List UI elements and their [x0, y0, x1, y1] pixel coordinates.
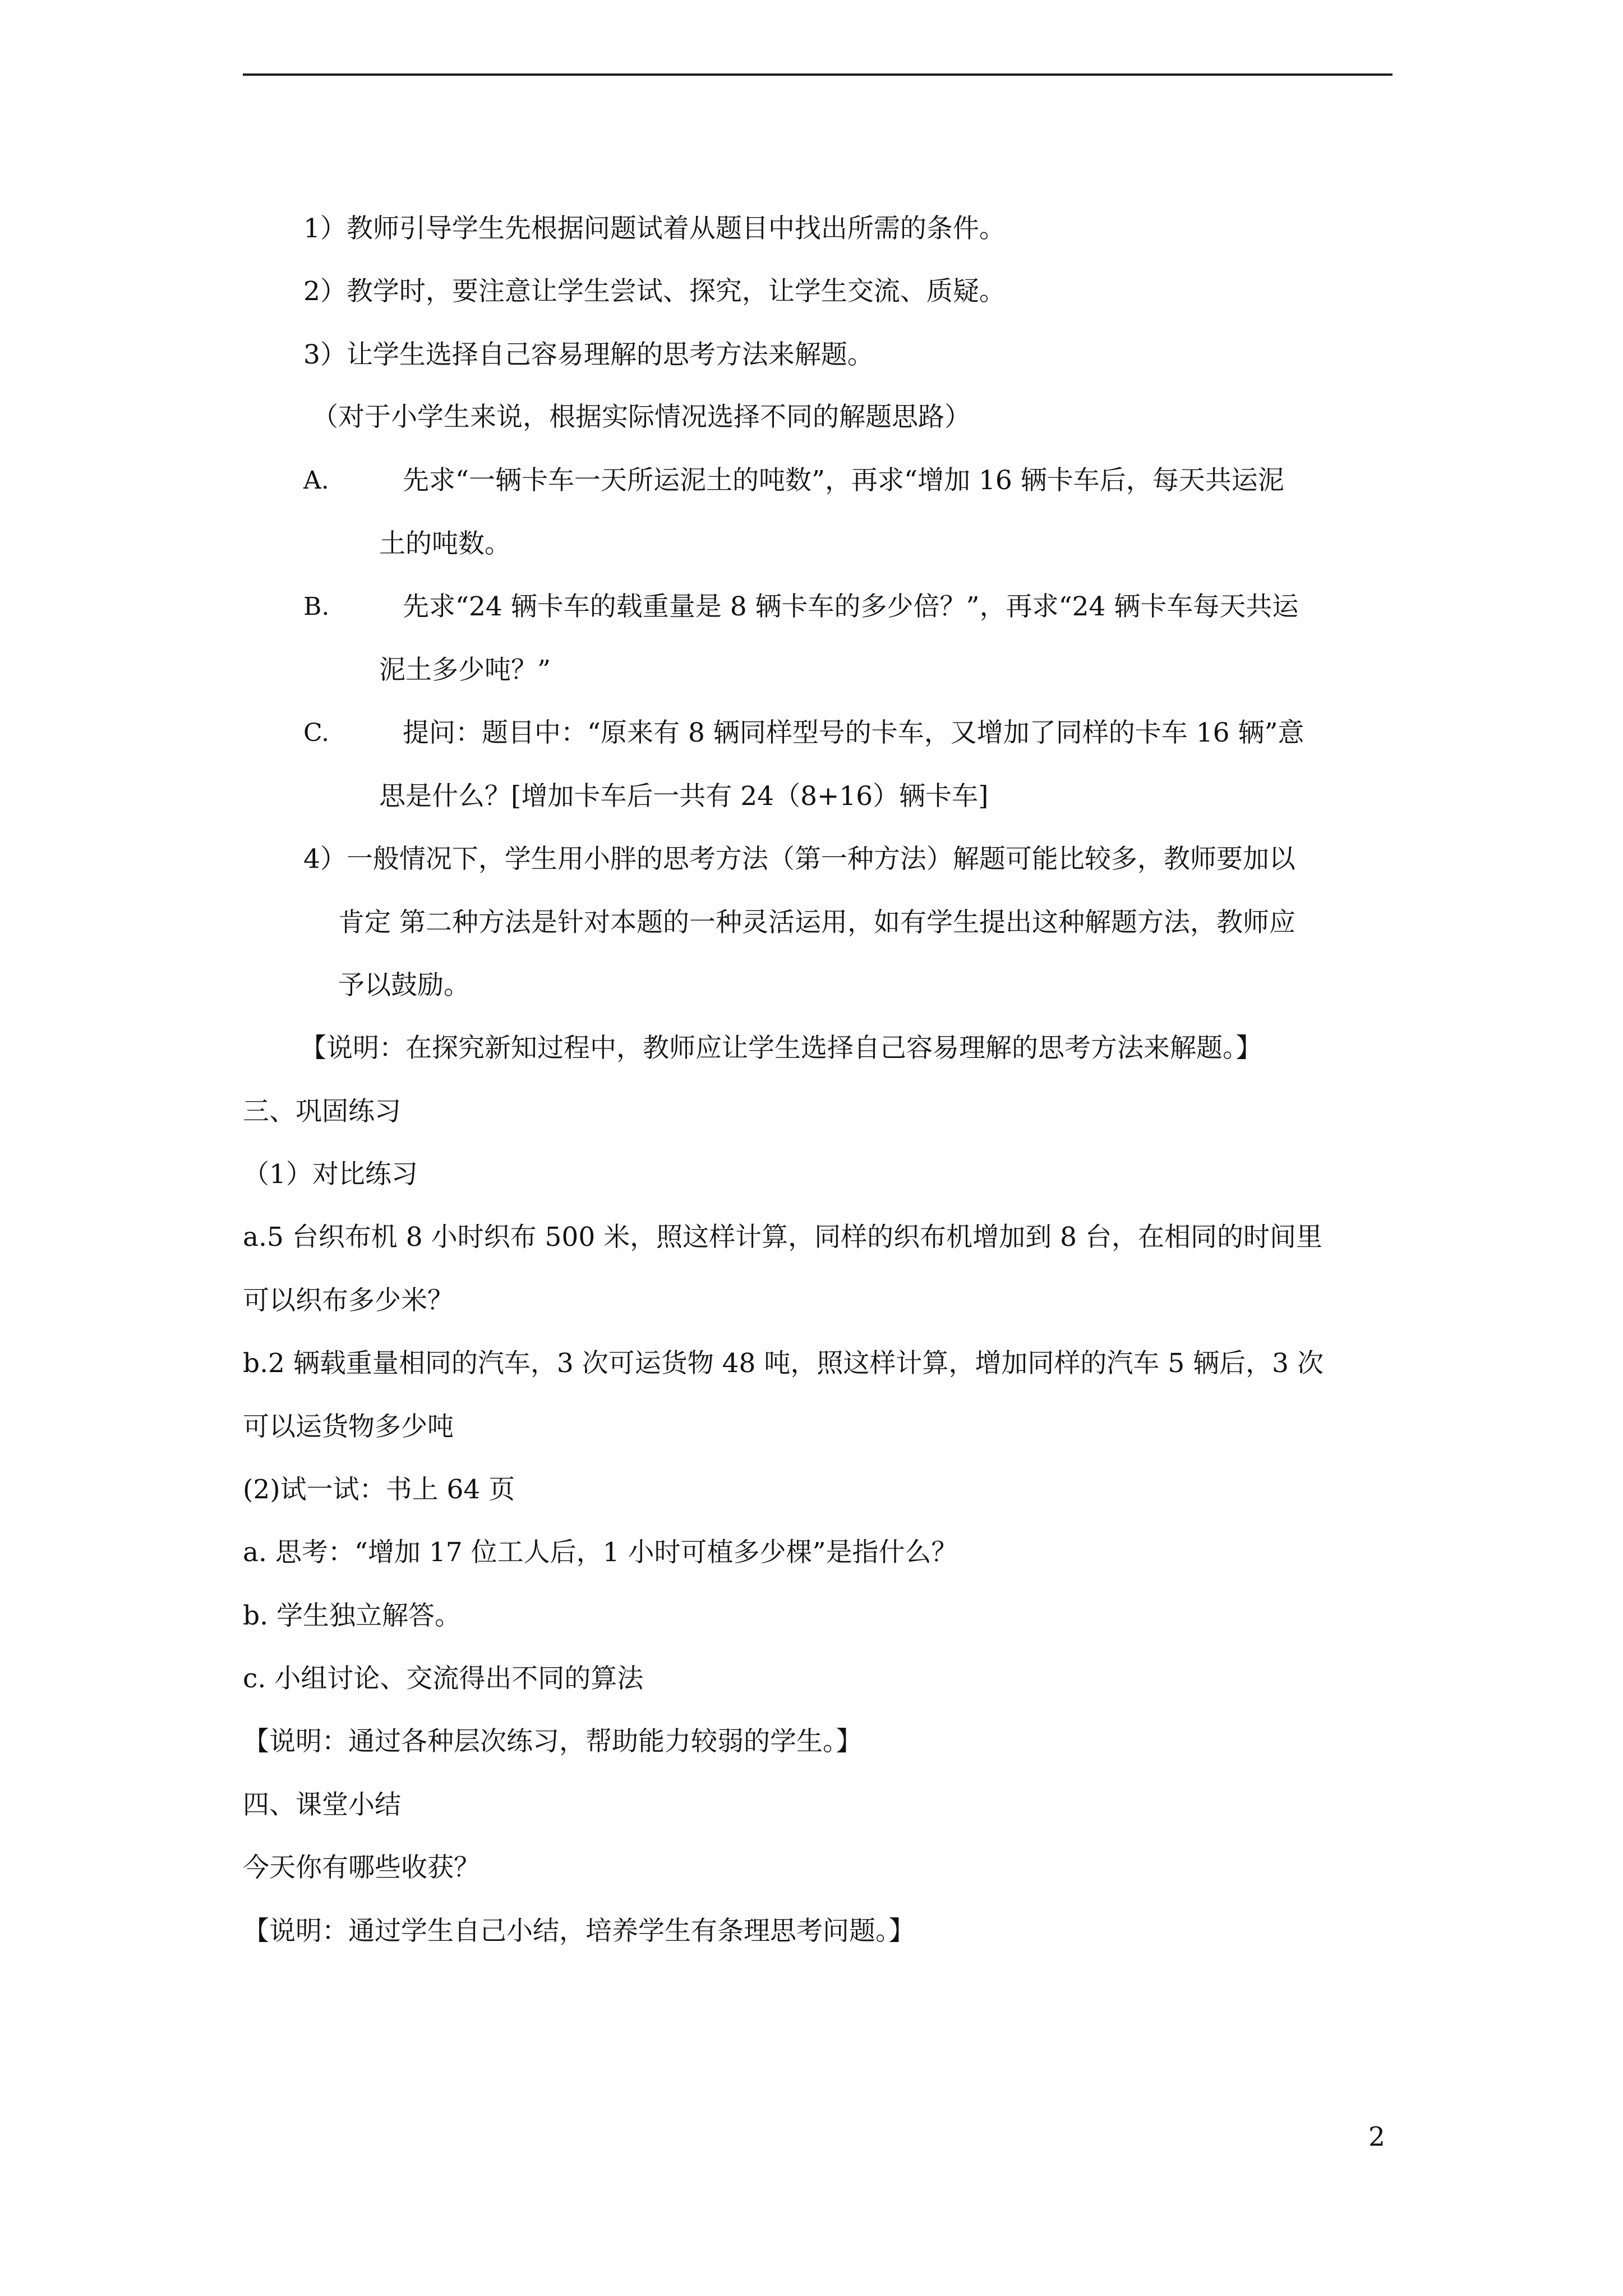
explain-note-2: 【说明：通过各种层次练习，帮助能力较弱的学生。】 [243, 1726, 863, 1757]
option-c-line-1: 提问：题目中：“原来有 8 辆同样型号的卡车，又增加了同样的卡车 16 辆”意 [403, 717, 1304, 748]
option-c-label: C. [303, 719, 330, 747]
step-4-line-3: 予以鼓励。 [338, 970, 470, 1001]
exercise-a-line-2: 可以织布多少米？ [243, 1285, 454, 1316]
step-2: 2）教学时，要注意让学生尝试、探究，让学生交流、质疑。 [303, 276, 1006, 307]
step-4-line-2: 肯定 第二种方法是针对本题的一种灵活运用，如有学生提出这种解题方法，教师应 [338, 907, 1295, 938]
option-c-line-2: 思是什么？[增加卡车后一共有 24（8+16）辆卡车] [379, 781, 989, 812]
option-b-label: B. [303, 592, 330, 621]
sub-1-title: （1）对比练习 [243, 1159, 418, 1190]
option-b-line-2: 泥土多少吨？” [379, 655, 551, 685]
section-3-title: 三、巩固练习 [243, 1096, 401, 1127]
explain-note-3: 【说明：通过学生自己小结，培养学生有条理思考问题。】 [243, 1916, 915, 1947]
option-a-line-2: 土的吨数。 [379, 528, 511, 559]
option-a-line-1: 先求“一辆卡车一天所运泥土的吨数”，再求“增加 16 辆卡车后，每天共运泥 [403, 465, 1284, 496]
exercise-a-line-1: a.5 台织布机 8 小时织布 500 米，照这样计算，同样的织布机增加到 8 台，在相同的时间里 [243, 1222, 1322, 1253]
step-4-line-1: 4）一般情况下，学生用小胖的思考方法（第一种方法）解题可能比较多，教师要加以 [303, 844, 1295, 875]
summary-question: 今天你有哪些收获？ [243, 1852, 480, 1883]
sub-2-title: (2)试一试：书上 64 页 [243, 1474, 515, 1505]
step-3: 3）让学生选择自己容易理解的思考方法来解题。 [303, 339, 874, 370]
exercise-b-line-1: b.2 辆载重量相同的汽车，3 次可运货物 48 吨，照这样计算，增加同样的汽车 5 辆后，3 次 [243, 1348, 1324, 1379]
exercise-b-line-2: 可以运货物多少吨 [243, 1411, 454, 1442]
header-rule [243, 73, 1393, 76]
page-number: 2 [1368, 2122, 1385, 2152]
option-b-line-1: 先求“24 辆卡车的载重量是 8 辆卡车的多少倍？”，再求“24 辆卡车每天共运 [403, 591, 1299, 622]
try-item-b: b. 学生独立解答。 [243, 1600, 461, 1631]
step-1: 1）教师引导学生先根据问题试着从题目中找出所需的条件。 [303, 213, 1006, 244]
try-item-a: a. 思考：“增加 17 位工人后，1 小时可植多少棵”是指什么？ [243, 1537, 958, 1568]
explain-note-1: 【说明：在探究新知过程中，教师应让学生选择自己容易理解的思考方法来解题。】 [300, 1033, 1262, 1064]
try-item-c: c. 小组讨论、交流得出不同的算法 [243, 1663, 644, 1694]
section-4-title: 四、课堂小结 [243, 1789, 401, 1820]
note-paren: （对于小学生来说，根据实际情况选择不同的解题思路） [312, 402, 971, 432]
option-a-label: A. [303, 466, 329, 495]
